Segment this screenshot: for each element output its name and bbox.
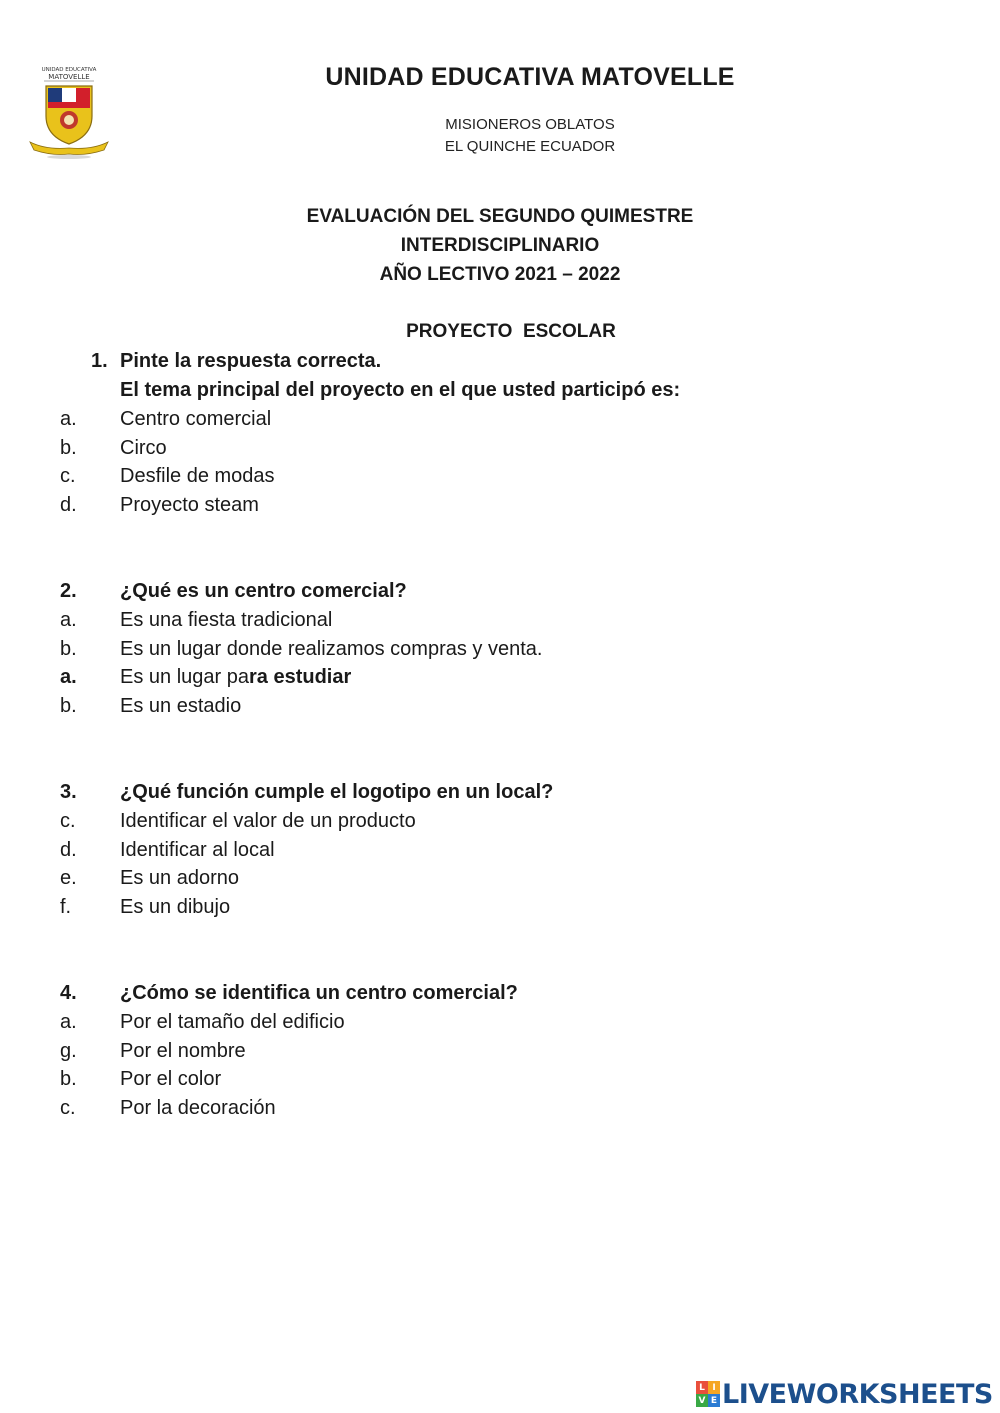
q2-option-d[interactable]: Es un estadio [120, 695, 242, 717]
logo-label-top: UNIDAD EDUCATIVA [41, 67, 97, 73]
logo-tile: V [696, 1394, 708, 1407]
logo-tile: L [696, 1381, 708, 1394]
option-letter: a. [60, 666, 77, 688]
project-title: PROYECTO ESCOLAR [406, 321, 616, 342]
q4-option-c[interactable]: Por el color [120, 1068, 222, 1090]
subtitle-location: EL QUINCHE ECUADOR [444, 138, 616, 155]
evaluation-type: INTERDISCIPLINARIO [400, 235, 600, 256]
option-text-normal: Es un lugar pa [120, 666, 249, 688]
logo-tile: E [708, 1394, 720, 1407]
question-4-text: ¿Cómo se identifica un centro comercial? [120, 982, 518, 1004]
option-letter: b. [60, 638, 77, 660]
school-name: UNIDAD EDUCATIVA MATOVELLE [325, 63, 735, 91]
option-letter: b. [60, 1068, 77, 1090]
q4-option-b[interactable]: Por el nombre [120, 1040, 246, 1062]
q2-option-b[interactable]: Es un lugar donde realizamos compras y venta. [120, 638, 543, 660]
q4-option-a[interactable]: Por el tamaño del edificio [120, 1011, 345, 1033]
q4-option-d[interactable]: Por la decoración [120, 1097, 276, 1119]
liveworksheets-wordmark: LIVEWORKSHEETS [722, 1378, 993, 1410]
q3-option-c[interactable]: Es un adorno [120, 867, 239, 889]
q3-option-a[interactable]: Identificar el valor de un producto [120, 810, 416, 832]
question-1-text: El tema principal del proyecto en el que usted participó es: [120, 379, 681, 401]
question-1-number: 1. [91, 350, 108, 372]
question-3-text: ¿Qué función cumple el logotipo en un local? [120, 781, 554, 803]
liveworksheets-brand [696, 1376, 993, 1412]
q2-option-a[interactable]: Es una fiesta tradicional [120, 609, 333, 631]
q1-option-b[interactable]: Circo [120, 437, 167, 459]
q1-option-c[interactable]: Desfile de modas [120, 465, 275, 487]
liveworksheets-logo-icon [696, 1381, 720, 1407]
question-1-instruction: Pinte la respuesta correcta. [120, 350, 382, 372]
option-letter: b. [60, 437, 77, 459]
option-letter: c. [60, 465, 76, 487]
q1-option-a[interactable]: Centro comercial [120, 408, 272, 430]
q3-option-b[interactable]: Identificar al local [120, 839, 275, 861]
logo-label-name: MATOVELLE [48, 73, 90, 81]
question-2-number: 2. [60, 580, 77, 602]
option-letter: b. [60, 695, 77, 717]
q1-option-d[interactable]: Proyecto steam [120, 494, 259, 516]
option-letter: a. [60, 609, 77, 631]
q3-option-d[interactable]: Es un dibujo [120, 896, 231, 918]
question-3-number: 3. [60, 781, 77, 803]
question-4-number: 4. [60, 982, 77, 1004]
option-letter: d. [60, 494, 77, 516]
subtitle-missionaries: MISIONEROS OBLATOS [445, 116, 615, 133]
option-letter: a. [60, 1011, 77, 1033]
option-letter: g. [60, 1040, 77, 1062]
option-letter: c. [60, 810, 76, 832]
option-letter: f. [60, 896, 72, 918]
option-letter: e. [60, 867, 77, 889]
option-letter: d. [60, 839, 77, 861]
option-letter: a. [60, 408, 77, 430]
school-year: AÑO LECTIVO 2021 – 2022 [379, 264, 621, 285]
evaluation-title: EVALUACIÓN DEL SEGUNDO QUIMESTRE [306, 206, 694, 227]
q2-option-c[interactable] [120, 666, 351, 689]
question-2-text: ¿Qué es un centro comercial? [120, 580, 407, 602]
option-letter: c. [60, 1097, 76, 1119]
option-text-bold: ra estudiar [248, 666, 352, 688]
logo-tile: I [708, 1381, 720, 1394]
school-crest-logo [26, 64, 112, 160]
